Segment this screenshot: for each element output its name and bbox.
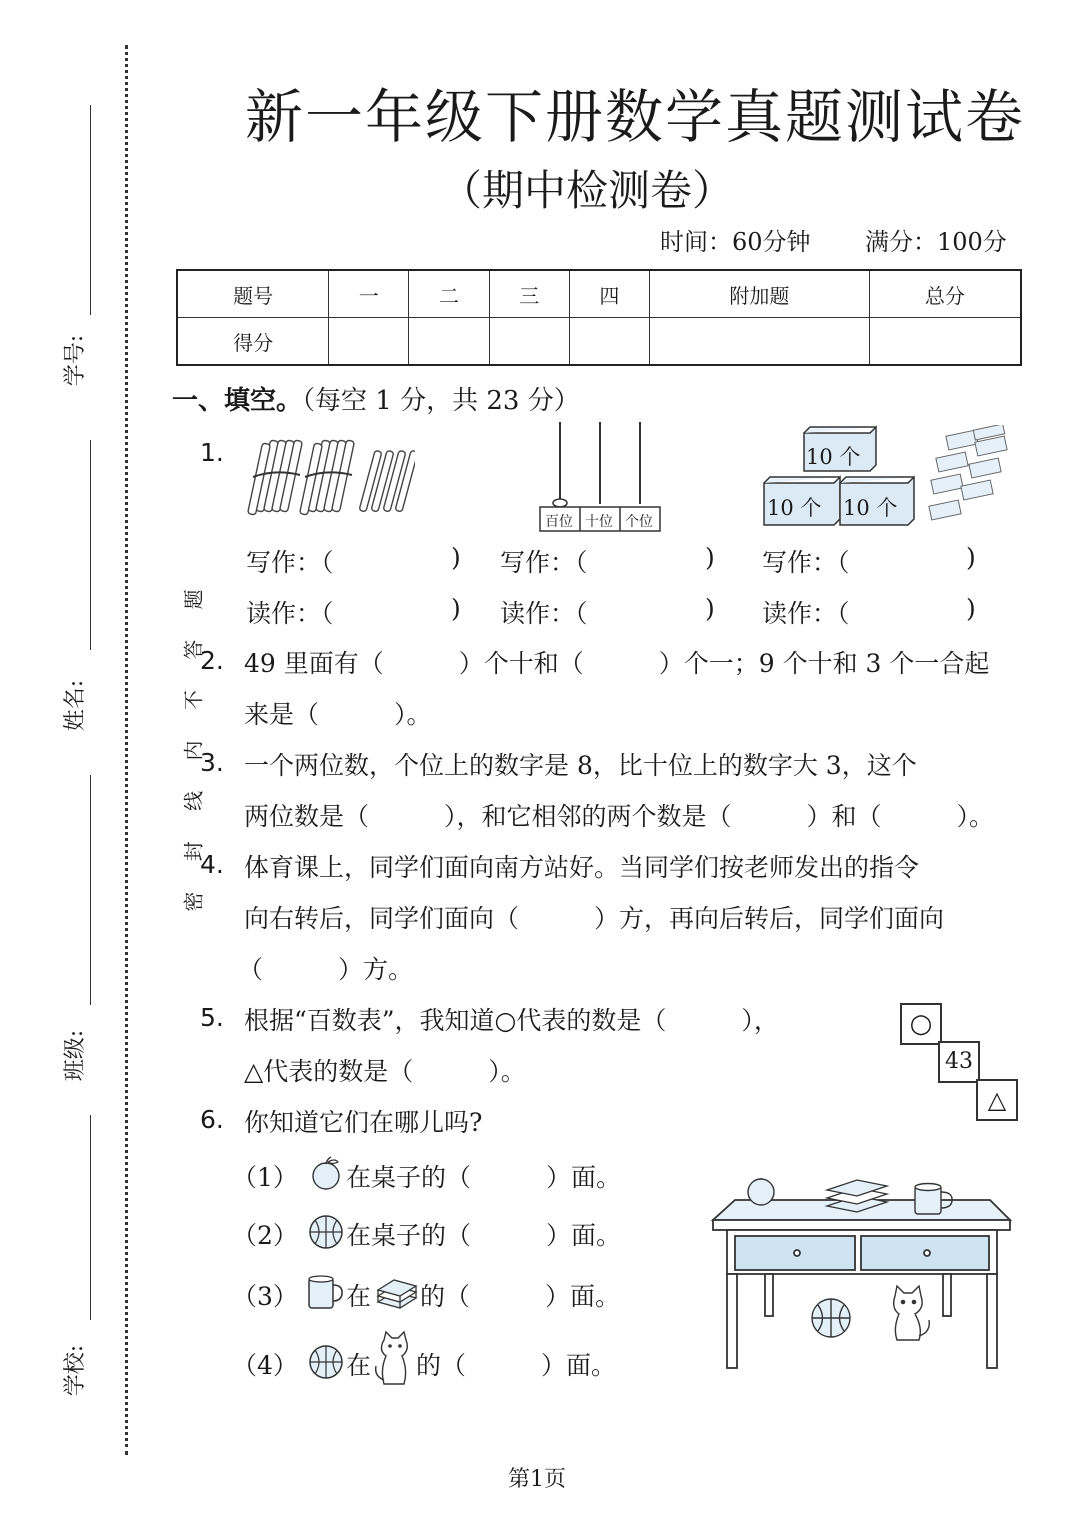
- name-label: 姓名:: [63, 679, 89, 732]
- section-title: 一、填空。: [172, 386, 303, 416]
- score-cell[interactable]: [489, 318, 569, 366]
- question-number: 3.: [200, 748, 224, 777]
- q3-line-2[interactable]: 两位数是（ ），和它相邻的两个数是（ ）和（ ）。: [244, 802, 995, 831]
- abacus-label-ones: 个位: [625, 514, 653, 530]
- q6-item-3-mid: 在: [346, 1282, 372, 1311]
- abacus-label-tens: 十位: [585, 514, 613, 530]
- basketball-icon: [812, 1299, 850, 1337]
- page-subtitle: （期中检测卷）: [440, 166, 735, 215]
- exam-time: 时间：60分钟: [660, 228, 811, 256]
- table-header-cell: 总分: [869, 270, 1021, 318]
- school-label: 学校:: [63, 1344, 89, 1397]
- close-paren: ): [705, 543, 715, 572]
- table-row-label: 得分: [177, 318, 329, 366]
- read-answer-1[interactable]: 读作：（: [246, 599, 334, 628]
- sidebar-rule: [90, 775, 91, 1005]
- table-scene-illustration: [705, 1178, 1020, 1378]
- q5-line-2[interactable]: △代表的数是（ ）。: [244, 1057, 526, 1086]
- q6-item-1-answer[interactable]: 在桌子的（ ）面。: [346, 1163, 622, 1192]
- question-number: 4.: [200, 850, 224, 879]
- q4-line-1: 体育课上，同学们面向南方站好。当同学们按老师发出的指令: [244, 853, 920, 882]
- small-box-icon: [929, 425, 1007, 520]
- page-number: 第1页: [508, 1467, 566, 1492]
- table-header-cell: 二: [409, 270, 489, 318]
- q6-item-3-answer[interactable]: 的（ ）面。: [420, 1282, 621, 1311]
- q2-line-2[interactable]: 来是（ ）。: [244, 700, 432, 729]
- single-sticks-icon: [359, 450, 415, 512]
- hundred-chart-cell: 43: [938, 1041, 980, 1083]
- score-cell[interactable]: [409, 318, 489, 366]
- read-answer-3[interactable]: 读作：（: [762, 599, 850, 628]
- score-table-score-row: [177, 318, 1021, 366]
- q4-line-2[interactable]: 向右转后，同学们面向（ ）方，再向后转后，同学们面向: [244, 904, 945, 933]
- seal-notice: 密 封 线 内 不 答 题: [178, 577, 207, 911]
- q4-line-3[interactable]: （ ）方。: [238, 955, 414, 984]
- cat-icon: [894, 1286, 930, 1340]
- binding-line: [125, 45, 128, 1455]
- desk-icon: [713, 1200, 1010, 1368]
- box-label: 10 个: [767, 496, 822, 520]
- close-paren: ): [451, 594, 461, 623]
- q6-item-number: （2）: [232, 1221, 298, 1250]
- hundred-chart-triangle-cell: △: [976, 1079, 1018, 1121]
- table-header-cell: 三: [489, 270, 569, 318]
- q6-item-number: （3）: [232, 1282, 298, 1311]
- books-icon: [374, 1276, 418, 1312]
- stick-bundles-illustration: [245, 435, 415, 520]
- basketball-icon: [307, 1343, 345, 1381]
- q3-line-1: 一个两位数，个位上的数字是 8，比十位上的数字大 3，这个: [244, 751, 917, 780]
- close-paren: ): [705, 594, 715, 623]
- read-answer-2[interactable]: 读作：（: [500, 599, 588, 628]
- section-note: （每空 1 分，共 23 分）: [302, 386, 580, 416]
- question-number: 2.: [200, 646, 224, 675]
- close-paren: ): [966, 594, 976, 623]
- cat-icon: [372, 1330, 416, 1390]
- q6-prompt: 你知道它们在哪儿吗?: [244, 1108, 483, 1137]
- score-cell[interactable]: [329, 318, 409, 366]
- student-id-label: 学号:: [63, 334, 89, 387]
- score-table-header-row: [177, 270, 1021, 318]
- sidebar-rule: [90, 440, 91, 650]
- stick-bundle-icon: [300, 440, 355, 515]
- question-number: 5.: [200, 1003, 224, 1032]
- apple-icon: [748, 1178, 774, 1205]
- score-table: [176, 269, 1022, 366]
- score-cell[interactable]: [569, 318, 649, 366]
- question-number: 6.: [200, 1105, 224, 1134]
- table-header-cell: 四: [569, 270, 649, 318]
- sidebar-rule: [90, 1115, 91, 1320]
- score-cell[interactable]: [650, 318, 870, 366]
- score-cell[interactable]: [869, 318, 1021, 366]
- abacus-label-hundreds: 百位: [545, 514, 573, 530]
- q6-item-2-answer[interactable]: 在桌子的（ ）面。: [346, 1221, 622, 1250]
- box-label: 10 个: [806, 445, 861, 469]
- table-header-cell: 附加题: [650, 270, 870, 318]
- stick-bundle-icon: [248, 440, 303, 515]
- table-header-cell: 一: [329, 270, 409, 318]
- q6-item-4-mid: 在: [346, 1351, 372, 1380]
- page-title: 新一年级下册数学真题测试卷: [245, 83, 1026, 151]
- table-header-cell: 题号: [177, 270, 329, 318]
- question-number: 1.: [200, 438, 224, 467]
- q6-item-number: （4）: [232, 1351, 298, 1380]
- q2-line-1[interactable]: 49 里面有（ ）个十和（ ）个一；9 个十和 3 个一合起: [244, 649, 990, 678]
- close-paren: ): [966, 543, 976, 572]
- cup-icon: [306, 1274, 346, 1312]
- section-heading: [172, 380, 580, 417]
- write-answer-3[interactable]: 写作：（: [762, 548, 850, 577]
- basketball-icon: [307, 1213, 345, 1251]
- box-label: 10 个: [843, 496, 898, 520]
- q6-item-4-answer[interactable]: 的（ ）面。: [416, 1351, 617, 1380]
- write-answer-1[interactable]: 写作：（: [246, 548, 334, 577]
- q5-line-1[interactable]: 根据“百数表”，我知道○代表的数是（ ），: [244, 1006, 779, 1035]
- close-paren: ): [451, 543, 461, 572]
- sidebar-rule: [90, 105, 91, 315]
- class-label: 班级:: [63, 1029, 89, 1082]
- apple-icon: [308, 1155, 344, 1191]
- write-answer-2[interactable]: 写作：（: [500, 548, 588, 577]
- q6-item-number: （1）: [232, 1163, 298, 1192]
- full-score: 满分：100分: [865, 228, 1007, 256]
- hundred-chart-circle-cell: ○: [900, 1003, 942, 1045]
